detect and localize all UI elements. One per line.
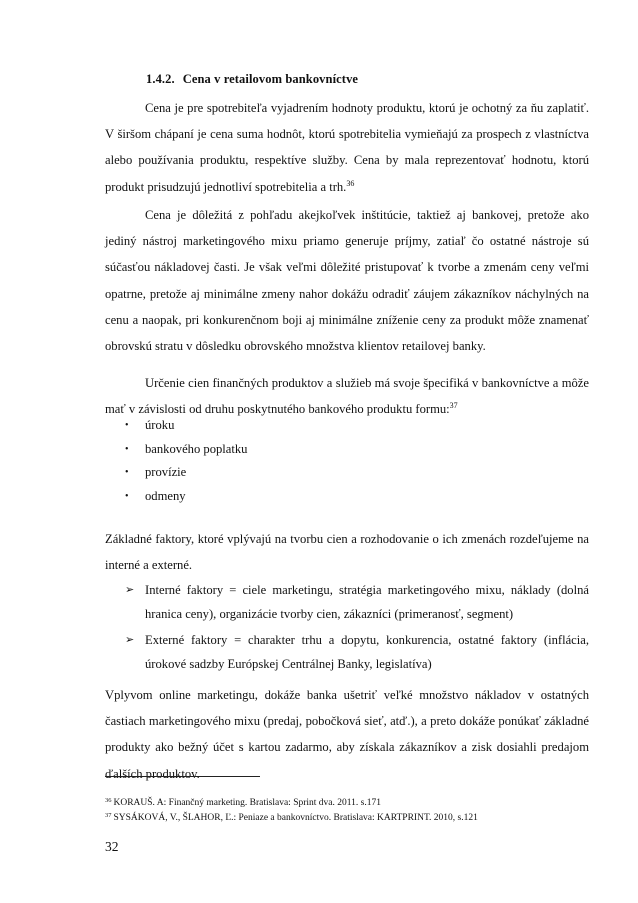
arrow-bullet-icon: ➢	[125, 634, 135, 646]
section-heading	[146, 72, 358, 87]
footnote-ref: 37	[449, 401, 458, 411]
list-item: • odmeny	[125, 488, 186, 503]
paragraph-price-definition	[105, 95, 589, 200]
paragraph-text: Cena je dôležitá z pohľadu akejkoľvek inštitúcie, taktiež aj bankovej, pretože ako jediný nástroj marketingového mixu priamo generuje príjmy, zatiaľ čo ostatné nástroje sú súčasťou nákladovej časti. Je však veľmi dôležité pristupovať k tvorbe a zmenám ceny veľmi opatrne, pretože aj minimálne zmeny nahor dokážu odradiť záujem zákazníkov náchylných na cenu a naopak, pri konkurenčnom boji aj minimálne zníženie ceny za produkt môže znamenať obrovskú stratu v dôsledku obrovského množstva klientov retailovej banky.	[105, 208, 589, 354]
paragraph-text: Základné faktory, ktoré vplývajú na tvorbu cien a rozhodovanie o ich zmenách rozdeľujeme na interné a externé.	[105, 532, 589, 573]
list-item: • úroku	[125, 418, 175, 433]
paragraph-text: Vplyvom online marketingu, dokáže banka ušetriť veľké množstvo nákladov v ostatných častiach marketingového mixu (predaj, pobočková sieť, atď.), a preto dokáže ponúkať základné produkty ako bežný účet s kartou zadarmo, aby získala zákazníkov a zisk dosiahli predajom ďalších produktov.	[105, 688, 589, 781]
paragraph-online-marketing	[105, 682, 589, 787]
price-forms-list	[125, 414, 247, 508]
list-item: • provízie	[125, 465, 187, 480]
footnote-separator	[105, 776, 260, 777]
paragraph-factors-intro	[105, 526, 589, 578]
list-item: ➢ Externé faktory = charakter trhu a dopytu, konkurencia, ostatné faktory (inflácia, úrokové sadzby Európskej Centrálnej Banky, legislatíva)	[125, 628, 589, 676]
footnote-ref: 36	[346, 178, 355, 188]
section-title: Cena v retailovom bankovníctve	[182, 72, 359, 86]
paragraph-price-importance	[105, 202, 589, 359]
section-number: 1.4.2.	[146, 72, 175, 86]
list-item: • bankového poplatku	[125, 441, 248, 456]
factors-list	[125, 578, 589, 678]
paragraph-text: Cena je pre spotrebiteľa vyjadrením hodnoty produktu, ktorú je ochotný za ňu zaplatiť. V širšom chápaní je cena suma hodnôt, ktorú spotrebitelia vymieňajú za prospech z vlastníctva alebo používania produktu, respektíve služby. Cena by mala reprezentovať hodnotu, ktorú produkt prisudzujú jednotliví spotrebitelia a trh.	[105, 101, 589, 194]
footnote: $^{37}$ SYSÁKOVÁ, V., ŠLAHOR, Ľ.: Peniaze a bankovníctvo. Bratislava: KARTPRINT. 2010, s.121	[105, 812, 478, 823]
bullet-icon: •	[125, 420, 129, 432]
page-number: 32	[105, 839, 119, 854]
footnotes	[105, 796, 478, 826]
list-item: ➢ Interné faktory = ciele marketingu, stratégia marketingového mixu, náklady (dolná hranica ceny), organizácie tvorby cien, zákazníci (primeranosť, segment)	[125, 578, 589, 626]
bullet-icon: •	[125, 443, 129, 455]
bullet-icon: •	[125, 490, 129, 502]
footnote: $^{36}$ KORAUŠ. A: Finančný marketing. Bratislava: Sprint dva. 2011. s.171	[105, 797, 381, 808]
arrow-bullet-icon: ➢	[125, 584, 135, 596]
bullet-icon: •	[125, 467, 129, 479]
paragraph-text: Určenie cien finančných produktov a služieb má svoje špecifiká v bankovníctve a môže mať v závislosti od druhu poskytnutého bankového produktu formu:	[105, 376, 589, 417]
